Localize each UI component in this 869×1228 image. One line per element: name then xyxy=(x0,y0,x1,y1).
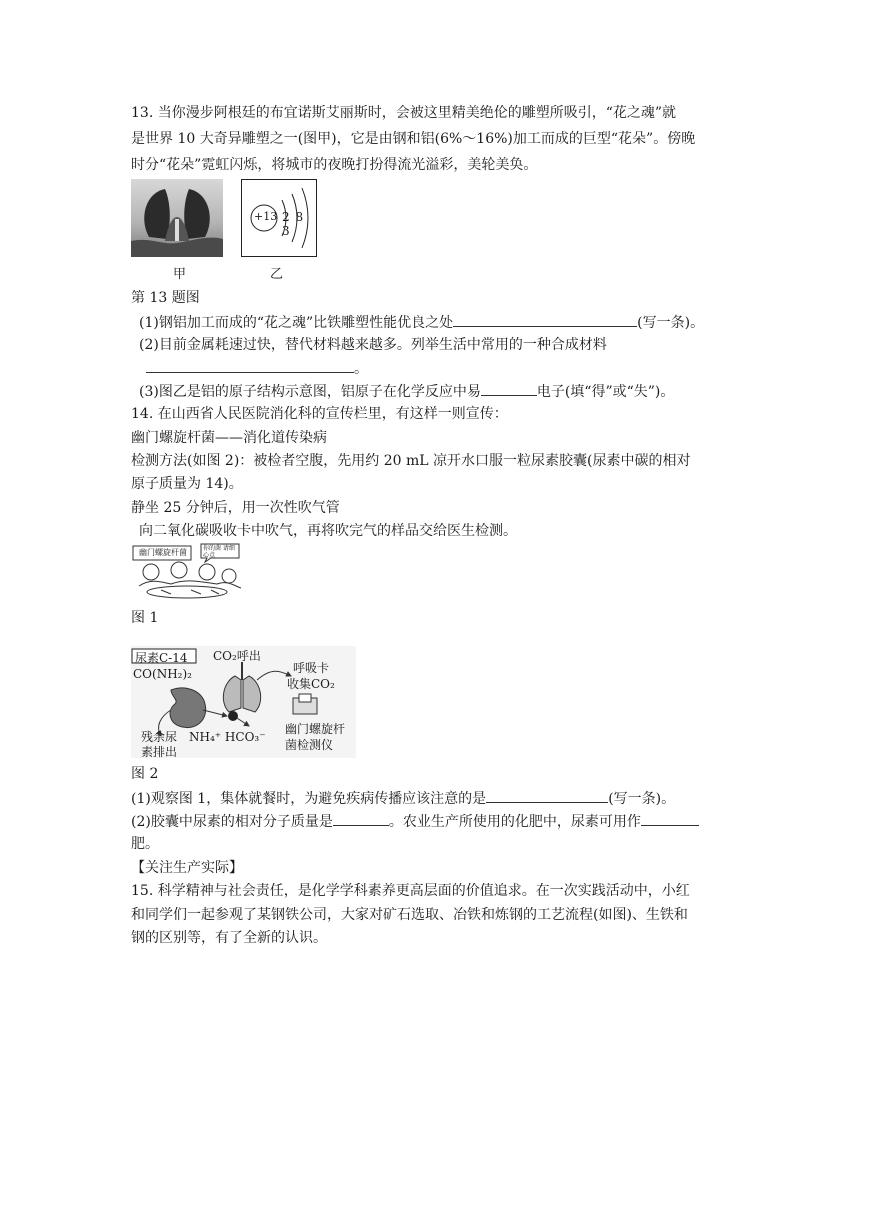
q13-line-2: 是世界 10 大奇异雕塑之一(图甲)，它是由钢和铝(6%～16%)加工而成的巨型“花朵”。傍晚 xyxy=(131,131,696,147)
co2-exhaled-label: CO₂呼出 xyxy=(213,649,261,663)
q13-sub3-suffix: 电子(填“得”或“失”)。 xyxy=(536,384,675,400)
aluminum-atom-diagram xyxy=(241,179,317,257)
q14-sub2 xyxy=(131,811,699,832)
answer-blank-q14-3[interactable] xyxy=(641,811,699,826)
q14-line-4: 原子质量为 14)。 xyxy=(131,476,243,492)
collect-co2-label: 收集CO₂ xyxy=(287,677,335,691)
breath-card-label: 呼吸卡 xyxy=(293,661,330,675)
q13-sub1-suffix: (写一条)。 xyxy=(637,315,705,331)
q14-sub2-end: 肥。 xyxy=(131,836,159,852)
detector-label-2: 菌检测仪 xyxy=(285,738,334,752)
q13-sub2-answer xyxy=(146,358,368,379)
q15-line-2: 和同学们一起参观了某钢铁公司，大家对矿石选取、冶铁和炼钢的工艺流程(如图)、生铁和 xyxy=(131,907,688,923)
cartoon-sign-2: 你的菌 请细心点 xyxy=(203,545,235,559)
q13-sub3-text: (3)图乙是铝的原子结构示意图，铝原子在化学反应中易 xyxy=(139,384,481,400)
ions-label: NH₄⁺ HCO₃⁻ xyxy=(189,730,266,744)
q14-sub1 xyxy=(131,788,675,809)
answer-blank-q13-3[interactable] xyxy=(481,381,537,396)
q13-sub1-text: (1)钢铝加工而成的“花之魂”比铁雕塑性能优良之处 xyxy=(139,315,454,331)
section-heading: 【关注生产实际】 xyxy=(131,860,243,876)
q14-line-5: 静坐 25 分钟后，用一次性吹气管 xyxy=(131,500,340,516)
atom-shells: 2 8 3 xyxy=(282,210,305,238)
q13-line-1: 13. 当你漫步阿根廷的布宜诺斯艾丽斯时，会被这里精美绝伦的雕塑所吸引，“花之魂”就 xyxy=(131,105,677,121)
caption-yi: 乙 xyxy=(270,267,284,282)
flower-sculpture-photo xyxy=(131,179,223,257)
q13-figure-label: 第 13 题图 xyxy=(131,290,200,306)
caption-jia: 甲 xyxy=(173,267,187,282)
urea-c14-label: 尿素C-14 xyxy=(135,651,188,665)
q13-sub1 xyxy=(139,312,704,333)
atom-nucleus: +13 xyxy=(254,210,278,223)
q14-line-6: 向二氧化碳吸收卡中吹气，再将吹完气的样品交给医生检测。 xyxy=(139,523,517,539)
q13-sub3 xyxy=(139,381,674,402)
fig2-label: 图 2 xyxy=(131,766,159,782)
q14-sub1-text: (1)观察图 1，集体就餐时，为避免疾病传播应该注意的是 xyxy=(131,791,487,807)
answer-blank-q13-2[interactable] xyxy=(146,358,354,373)
answer-blank-q13-1[interactable] xyxy=(453,312,637,327)
q15-line-3: 钢的区别等，有了全新的认识。 xyxy=(131,930,327,946)
q13-sub2: (2)目前金属耗速过快，替代材料越来越多。列举生活中常用的一种合成材料 xyxy=(139,337,607,353)
q14-sub2-middle: 。农业生产所使用的化肥中，尿素可用作 xyxy=(388,814,641,830)
residue-urea-label-2: 素排出 xyxy=(141,745,178,759)
fig1-label: 图 1 xyxy=(131,610,159,626)
cartoon-shared-meal-image xyxy=(131,542,243,600)
answer-blank-q14-1[interactable] xyxy=(486,788,608,803)
cartoon-sign-1: 幽门螺旋杆菌 xyxy=(139,548,187,557)
q14-sub1-suffix: (写一条)。 xyxy=(608,791,676,807)
urea-breath-test-diagram xyxy=(131,646,356,758)
q14-line-2: 幽门螺旋杆菌——消化道传染病 xyxy=(131,430,327,446)
q14-line-1: 14. 在山西省人民医院消化科的宣传栏里，有这样一则宣传： xyxy=(131,406,508,422)
q14-line-3: 检测方法(如图 2)：被检者空腹，先用约 20 mL 凉开水口服一粒尿素胶囊(尿素中碳的相对 xyxy=(131,453,691,469)
q14-sub2-text: (2)胶囊中尿素的相对分子质量是 xyxy=(131,814,333,830)
q15-line-1: 15. 科学精神与社会责任，是化学学科素养更高层面的价值追求。在一次实践活动中，小红 xyxy=(131,883,690,899)
urea-formula: CO(NH₂)₂ xyxy=(133,667,192,681)
detector-label-1: 幽门螺旋杆 xyxy=(285,722,346,736)
q13-line-3: 时分“花朵”霓虹闪烁，将城市的夜晚打扮得流光溢彩，美轮美奂。 xyxy=(131,157,538,173)
q13-sub2-end: 。 xyxy=(354,361,368,377)
answer-blank-q14-2[interactable] xyxy=(333,811,389,826)
residue-urea-label-1: 残余尿 xyxy=(141,730,178,744)
